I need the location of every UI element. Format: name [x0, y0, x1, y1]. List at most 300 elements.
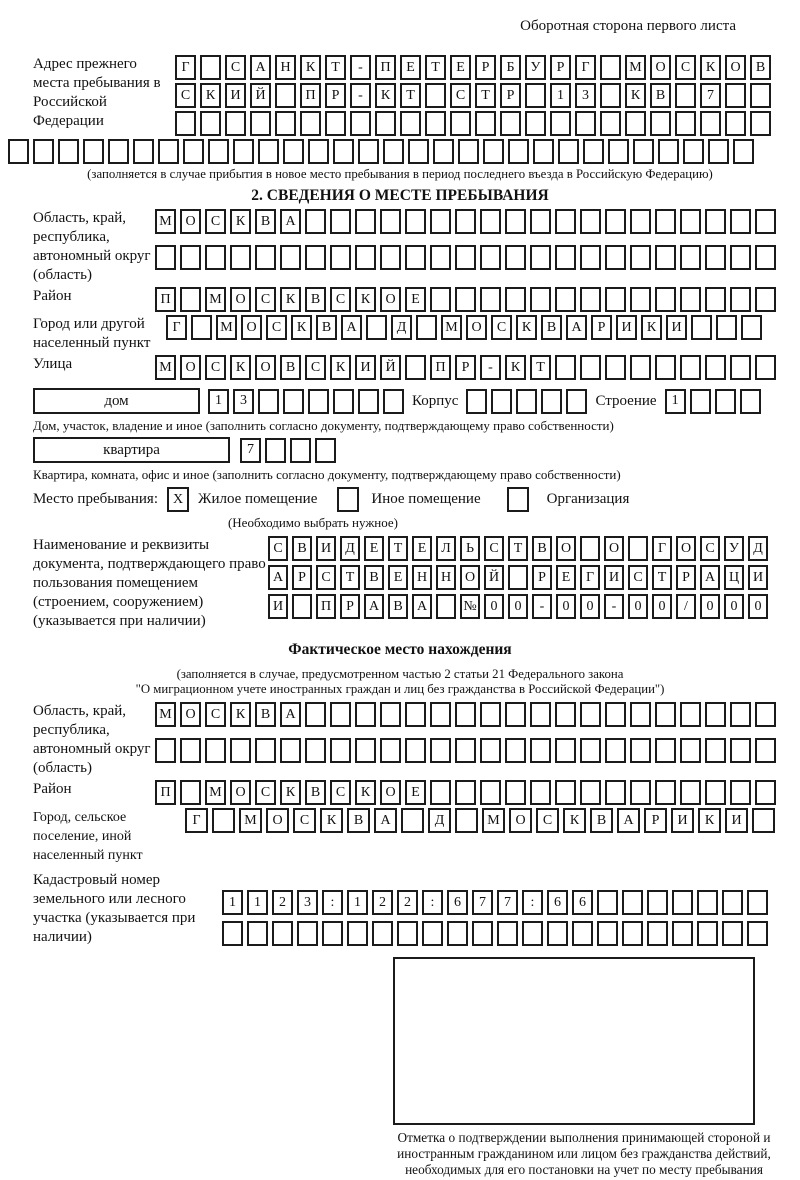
char-box[interactable]: [697, 921, 718, 946]
char-box[interactable]: [83, 139, 104, 164]
char-box[interactable]: С: [491, 315, 512, 340]
char-box[interactable]: [715, 389, 736, 414]
char-box[interactable]: О: [241, 315, 262, 340]
char-box[interactable]: [383, 389, 404, 414]
char-box[interactable]: Н: [275, 55, 296, 80]
char-box[interactable]: Р: [500, 83, 521, 108]
char-box[interactable]: [630, 245, 651, 270]
char-box[interactable]: [740, 389, 761, 414]
char-box[interactable]: [633, 139, 654, 164]
char-box[interactable]: [530, 780, 551, 805]
char-box[interactable]: Т: [400, 83, 421, 108]
char-box[interactable]: 0: [652, 594, 672, 619]
char-box[interactable]: [622, 890, 643, 915]
char-box[interactable]: О: [380, 287, 401, 312]
char-box[interactable]: [497, 921, 518, 946]
char-box[interactable]: 7: [700, 83, 721, 108]
char-box[interactable]: [275, 83, 296, 108]
char-box[interactable]: [347, 921, 368, 946]
char-box[interactable]: [725, 83, 746, 108]
char-box[interactable]: А: [280, 702, 301, 727]
char-box[interactable]: [480, 738, 501, 763]
char-box[interactable]: [750, 83, 771, 108]
char-box[interactable]: -: [604, 594, 624, 619]
char-box[interactable]: А: [412, 594, 432, 619]
char-box[interactable]: [525, 83, 546, 108]
char-box[interactable]: М: [155, 209, 176, 234]
char-box[interactable]: [683, 139, 704, 164]
char-box[interactable]: С: [225, 55, 246, 80]
char-box[interactable]: [458, 139, 479, 164]
char-box[interactable]: О: [460, 565, 480, 590]
char-box[interactable]: У: [724, 536, 744, 561]
char-box[interactable]: М: [441, 315, 462, 340]
char-box[interactable]: [700, 111, 721, 136]
char-box[interactable]: [480, 287, 501, 312]
char-box[interactable]: И: [748, 565, 768, 590]
char-box[interactable]: [430, 209, 451, 234]
char-box[interactable]: И: [355, 355, 376, 380]
char-box[interactable]: В: [347, 808, 370, 833]
char-box[interactable]: [580, 536, 600, 561]
char-box[interactable]: П: [300, 83, 321, 108]
checkbox-zhiloe[interactable]: X: [167, 487, 189, 512]
char-box[interactable]: С: [484, 536, 504, 561]
char-box[interactable]: [416, 315, 437, 340]
char-box[interactable]: Г: [166, 315, 187, 340]
char-box[interactable]: [722, 921, 743, 946]
char-box[interactable]: Е: [405, 780, 426, 805]
char-box[interactable]: [447, 921, 468, 946]
char-box[interactable]: [722, 890, 743, 915]
char-box[interactable]: [330, 738, 351, 763]
char-box[interactable]: В: [650, 83, 671, 108]
char-box[interactable]: С: [316, 565, 336, 590]
char-box[interactable]: [183, 139, 204, 164]
char-box[interactable]: 1: [222, 890, 243, 915]
char-box[interactable]: [405, 245, 426, 270]
char-box[interactable]: К: [291, 315, 312, 340]
char-box[interactable]: Д: [391, 315, 412, 340]
char-box[interactable]: [330, 702, 351, 727]
char-box[interactable]: О: [725, 55, 746, 80]
char-box[interactable]: [672, 921, 693, 946]
char-box[interactable]: [380, 738, 401, 763]
char-box[interactable]: Т: [425, 55, 446, 80]
char-box[interactable]: Р: [325, 83, 346, 108]
char-box[interactable]: Н: [436, 565, 456, 590]
char-box[interactable]: [597, 921, 618, 946]
char-box[interactable]: О: [509, 808, 532, 833]
char-box[interactable]: В: [532, 536, 552, 561]
char-box[interactable]: О: [230, 780, 251, 805]
char-box[interactable]: 2: [372, 890, 393, 915]
char-box[interactable]: [205, 245, 226, 270]
char-box[interactable]: Ь: [460, 536, 480, 561]
char-box[interactable]: [630, 209, 651, 234]
char-box[interactable]: [372, 921, 393, 946]
char-box[interactable]: [680, 287, 701, 312]
char-box[interactable]: [475, 111, 496, 136]
char-box[interactable]: [290, 438, 311, 463]
char-box[interactable]: Т: [530, 355, 551, 380]
char-box[interactable]: О: [556, 536, 576, 561]
char-box[interactable]: [625, 111, 646, 136]
char-box[interactable]: -: [532, 594, 552, 619]
char-box[interactable]: П: [375, 55, 396, 80]
char-box[interactable]: [397, 921, 418, 946]
char-box[interactable]: А: [341, 315, 362, 340]
char-box[interactable]: [333, 389, 354, 414]
char-box[interactable]: С: [255, 780, 276, 805]
char-box[interactable]: [200, 55, 221, 80]
char-box[interactable]: 7: [472, 890, 493, 915]
char-box[interactable]: А: [280, 209, 301, 234]
char-box[interactable]: К: [505, 355, 526, 380]
char-box[interactable]: [541, 389, 562, 414]
char-box[interactable]: В: [541, 315, 562, 340]
char-box[interactable]: [455, 808, 478, 833]
char-box[interactable]: [647, 921, 668, 946]
char-box[interactable]: [505, 209, 526, 234]
char-box[interactable]: [255, 245, 276, 270]
char-box[interactable]: Г: [580, 565, 600, 590]
char-box[interactable]: [755, 209, 776, 234]
char-box[interactable]: [705, 780, 726, 805]
char-box[interactable]: [705, 287, 726, 312]
char-box[interactable]: В: [316, 315, 337, 340]
char-box[interactable]: С: [255, 287, 276, 312]
char-box[interactable]: [466, 389, 487, 414]
char-box[interactable]: [733, 139, 754, 164]
char-box[interactable]: И: [671, 808, 694, 833]
char-box[interactable]: [355, 738, 376, 763]
char-box[interactable]: [358, 389, 379, 414]
char-box[interactable]: [605, 209, 626, 234]
char-box[interactable]: [505, 702, 526, 727]
char-box[interactable]: [755, 702, 776, 727]
char-box[interactable]: [358, 139, 379, 164]
char-box[interactable]: П: [430, 355, 451, 380]
char-box[interactable]: 0: [508, 594, 528, 619]
char-box[interactable]: Е: [405, 287, 426, 312]
char-box[interactable]: О: [650, 55, 671, 80]
char-box[interactable]: С: [700, 536, 720, 561]
char-box[interactable]: В: [292, 536, 312, 561]
char-box[interactable]: Д: [428, 808, 451, 833]
char-box[interactable]: В: [388, 594, 408, 619]
char-box[interactable]: О: [255, 355, 276, 380]
char-box[interactable]: К: [280, 780, 301, 805]
char-box[interactable]: М: [155, 355, 176, 380]
char-box[interactable]: [622, 921, 643, 946]
char-box[interactable]: [305, 702, 326, 727]
char-box[interactable]: [292, 594, 312, 619]
char-box[interactable]: [630, 702, 651, 727]
char-box[interactable]: Б: [500, 55, 521, 80]
char-box[interactable]: [550, 111, 571, 136]
char-box[interactable]: /: [676, 594, 696, 619]
char-box[interactable]: П: [155, 780, 176, 805]
char-box[interactable]: Р: [475, 55, 496, 80]
char-box[interactable]: А: [566, 315, 587, 340]
char-box[interactable]: [630, 738, 651, 763]
char-box[interactable]: 0: [724, 594, 744, 619]
char-box[interactable]: [430, 245, 451, 270]
char-box[interactable]: [605, 287, 626, 312]
char-box[interactable]: :: [422, 890, 443, 915]
char-box[interactable]: [605, 702, 626, 727]
char-box[interactable]: [580, 245, 601, 270]
char-box[interactable]: [405, 209, 426, 234]
char-box[interactable]: С: [266, 315, 287, 340]
char-box[interactable]: [680, 209, 701, 234]
char-box[interactable]: О: [466, 315, 487, 340]
char-box[interactable]: [355, 702, 376, 727]
char-box[interactable]: [330, 209, 351, 234]
char-box[interactable]: [655, 287, 676, 312]
char-box[interactable]: Т: [325, 55, 346, 80]
char-box[interactable]: [555, 738, 576, 763]
char-box[interactable]: [505, 780, 526, 805]
char-box[interactable]: [530, 209, 551, 234]
char-box[interactable]: [265, 438, 286, 463]
char-box[interactable]: 3: [233, 389, 254, 414]
char-box[interactable]: О: [604, 536, 624, 561]
char-box[interactable]: О: [266, 808, 289, 833]
char-box[interactable]: Р: [455, 355, 476, 380]
char-box[interactable]: [180, 738, 201, 763]
char-box[interactable]: [597, 890, 618, 915]
char-box[interactable]: [580, 355, 601, 380]
char-box[interactable]: У: [525, 55, 546, 80]
char-box[interactable]: В: [255, 209, 276, 234]
char-box[interactable]: [680, 738, 701, 763]
char-box[interactable]: [655, 209, 676, 234]
char-box[interactable]: [258, 389, 279, 414]
char-box[interactable]: [472, 921, 493, 946]
char-box[interactable]: [730, 780, 751, 805]
char-box[interactable]: 0: [628, 594, 648, 619]
char-box[interactable]: [555, 355, 576, 380]
char-box[interactable]: Т: [475, 83, 496, 108]
char-box[interactable]: А: [374, 808, 397, 833]
char-box[interactable]: [401, 808, 424, 833]
char-box[interactable]: [500, 111, 521, 136]
char-box[interactable]: [355, 209, 376, 234]
char-box[interactable]: [655, 702, 676, 727]
char-box[interactable]: [191, 315, 212, 340]
char-box[interactable]: [305, 209, 326, 234]
char-box[interactable]: [647, 890, 668, 915]
char-box[interactable]: [233, 139, 254, 164]
char-box[interactable]: [675, 111, 696, 136]
char-box[interactable]: [433, 139, 454, 164]
char-box[interactable]: И: [604, 565, 624, 590]
char-box[interactable]: [350, 111, 371, 136]
char-box[interactable]: Р: [292, 565, 312, 590]
char-box[interactable]: И: [225, 83, 246, 108]
char-box[interactable]: [600, 55, 621, 80]
char-box[interactable]: [730, 355, 751, 380]
char-box[interactable]: №: [460, 594, 480, 619]
char-box[interactable]: [430, 738, 451, 763]
char-box[interactable]: М: [155, 702, 176, 727]
char-box[interactable]: С: [293, 808, 316, 833]
char-box[interactable]: [425, 111, 446, 136]
char-box[interactable]: [430, 780, 451, 805]
char-box[interactable]: К: [230, 209, 251, 234]
char-box[interactable]: [730, 702, 751, 727]
char-box[interactable]: [747, 890, 768, 915]
char-box[interactable]: [680, 702, 701, 727]
char-box[interactable]: [730, 287, 751, 312]
char-box[interactable]: Р: [550, 55, 571, 80]
char-box[interactable]: [325, 111, 346, 136]
char-box[interactable]: 6: [447, 890, 468, 915]
char-box[interactable]: В: [305, 780, 326, 805]
char-box[interactable]: К: [355, 287, 376, 312]
char-box[interactable]: [408, 139, 429, 164]
char-box[interactable]: [516, 389, 537, 414]
char-box[interactable]: О: [180, 702, 201, 727]
char-box[interactable]: [558, 139, 579, 164]
char-box[interactable]: [450, 111, 471, 136]
char-box[interactable]: [650, 111, 671, 136]
char-box[interactable]: [258, 139, 279, 164]
char-box[interactable]: [180, 287, 201, 312]
char-box[interactable]: [600, 111, 621, 136]
char-box[interactable]: Т: [340, 565, 360, 590]
char-box[interactable]: И: [316, 536, 336, 561]
char-box[interactable]: Л: [436, 536, 456, 561]
char-box[interactable]: [555, 209, 576, 234]
char-box[interactable]: [455, 287, 476, 312]
char-box[interactable]: [680, 245, 701, 270]
char-box[interactable]: [705, 245, 726, 270]
char-box[interactable]: К: [641, 315, 662, 340]
char-box[interactable]: [555, 702, 576, 727]
char-box[interactable]: [697, 890, 718, 915]
char-box[interactable]: Й: [484, 565, 504, 590]
checkbox-inoe[interactable]: [337, 487, 359, 512]
char-box[interactable]: 6: [547, 890, 568, 915]
char-box[interactable]: О: [180, 355, 201, 380]
char-box[interactable]: [8, 139, 29, 164]
char-box[interactable]: 1: [208, 389, 229, 414]
char-box[interactable]: [600, 83, 621, 108]
char-box[interactable]: 2: [397, 890, 418, 915]
char-box[interactable]: [525, 111, 546, 136]
char-box[interactable]: С: [305, 355, 326, 380]
char-box[interactable]: [308, 139, 329, 164]
char-box[interactable]: [297, 921, 318, 946]
char-box[interactable]: П: [316, 594, 336, 619]
char-box[interactable]: -: [350, 83, 371, 108]
char-box[interactable]: [480, 780, 501, 805]
char-box[interactable]: [658, 139, 679, 164]
char-box[interactable]: [530, 245, 551, 270]
char-box[interactable]: [480, 209, 501, 234]
char-box[interactable]: [430, 287, 451, 312]
char-box[interactable]: [255, 738, 276, 763]
char-box[interactable]: Е: [388, 565, 408, 590]
char-box[interactable]: [250, 111, 271, 136]
char-box[interactable]: [508, 139, 529, 164]
char-box[interactable]: [580, 209, 601, 234]
char-box[interactable]: [705, 355, 726, 380]
char-box[interactable]: [155, 245, 176, 270]
char-box[interactable]: [455, 702, 476, 727]
char-box[interactable]: [133, 139, 154, 164]
char-box[interactable]: Е: [400, 55, 421, 80]
char-box[interactable]: [200, 111, 221, 136]
char-box[interactable]: [180, 780, 201, 805]
char-box[interactable]: П: [155, 287, 176, 312]
char-box[interactable]: [680, 780, 701, 805]
char-box[interactable]: [580, 780, 601, 805]
char-box[interactable]: [655, 245, 676, 270]
char-box[interactable]: [480, 702, 501, 727]
char-box[interactable]: Р: [591, 315, 612, 340]
char-box[interactable]: К: [230, 355, 251, 380]
char-box[interactable]: [730, 245, 751, 270]
char-box[interactable]: [755, 738, 776, 763]
char-box[interactable]: [730, 209, 751, 234]
char-box[interactable]: В: [364, 565, 384, 590]
char-box[interactable]: [405, 702, 426, 727]
char-box[interactable]: [630, 780, 651, 805]
char-box[interactable]: [522, 921, 543, 946]
char-box[interactable]: [530, 702, 551, 727]
char-box[interactable]: [705, 209, 726, 234]
char-box[interactable]: [555, 287, 576, 312]
char-box[interactable]: 1: [665, 389, 686, 414]
char-box[interactable]: К: [516, 315, 537, 340]
char-box[interactable]: [275, 111, 296, 136]
char-box[interactable]: [315, 438, 336, 463]
char-box[interactable]: А: [268, 565, 288, 590]
char-box[interactable]: Т: [508, 536, 528, 561]
char-box[interactable]: [605, 780, 626, 805]
char-box[interactable]: К: [625, 83, 646, 108]
char-box[interactable]: Й: [250, 83, 271, 108]
char-box[interactable]: [108, 139, 129, 164]
char-box[interactable]: [355, 245, 376, 270]
checkbox-organizaciya[interactable]: [507, 487, 529, 512]
char-box[interactable]: [675, 83, 696, 108]
char-box[interactable]: [755, 245, 776, 270]
char-box[interactable]: [680, 355, 701, 380]
char-box[interactable]: [300, 111, 321, 136]
char-box[interactable]: А: [364, 594, 384, 619]
char-box[interactable]: И: [666, 315, 687, 340]
char-box[interactable]: [322, 921, 343, 946]
char-box[interactable]: [383, 139, 404, 164]
char-box[interactable]: М: [482, 808, 505, 833]
char-box[interactable]: С: [536, 808, 559, 833]
char-box[interactable]: :: [322, 890, 343, 915]
char-box[interactable]: [455, 209, 476, 234]
char-box[interactable]: [691, 315, 712, 340]
char-box[interactable]: И: [725, 808, 748, 833]
char-box[interactable]: С: [205, 702, 226, 727]
char-box[interactable]: [480, 245, 501, 270]
char-box[interactable]: М: [205, 287, 226, 312]
char-box[interactable]: [305, 738, 326, 763]
char-box[interactable]: [580, 287, 601, 312]
char-box[interactable]: О: [230, 287, 251, 312]
